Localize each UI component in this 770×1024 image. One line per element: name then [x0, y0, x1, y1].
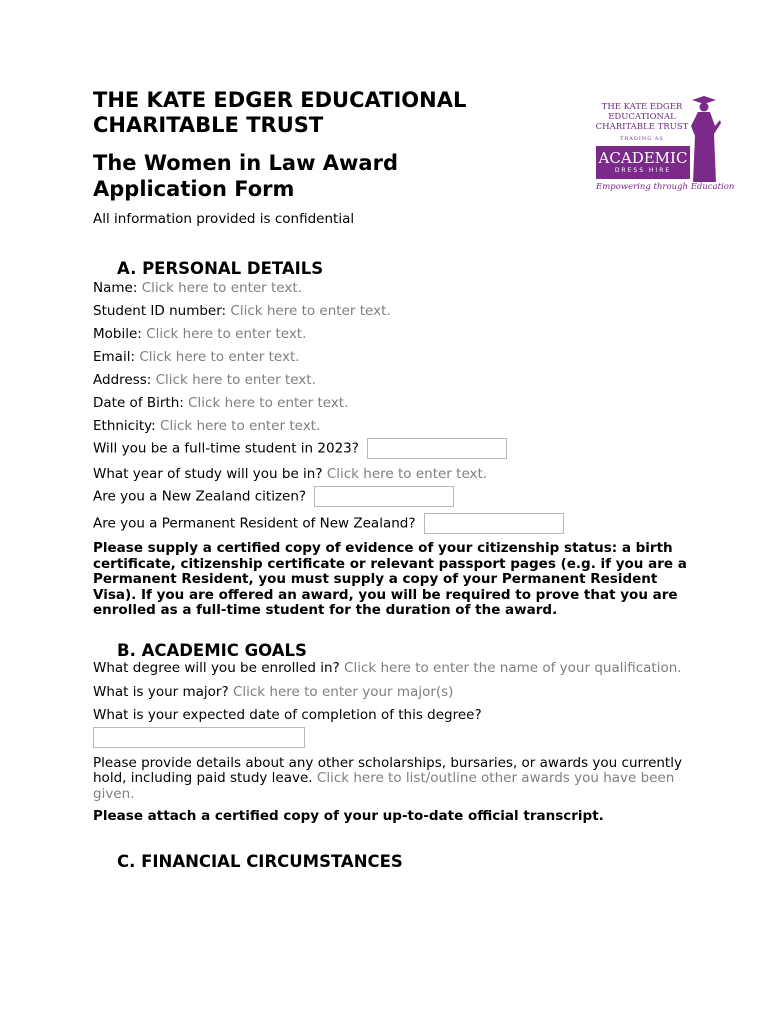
year-label: What year of study will you be in? — [93, 466, 323, 482]
year-input[interactable]: Click here to enter text. — [326, 466, 488, 482]
student-id-input[interactable]: Click here to enter text. — [230, 303, 391, 319]
email-label: Email: — [93, 349, 136, 365]
degree-label: What degree will you be enrolled in? — [93, 659, 340, 676]
transcript-note: Please attach a certified copy of your up-to-date official transcript. — [93, 808, 604, 825]
logo-trading-as: TRADING AS — [620, 136, 664, 142]
confidential-notice: All information provided is confidential — [93, 211, 355, 227]
major-field — [93, 683, 693, 701]
year-field — [93, 465, 693, 483]
logo-tagline: Empowering through Education — [596, 182, 735, 192]
logo-academic: ACADEMIC — [598, 149, 688, 167]
scholarships-field — [93, 756, 693, 803]
dob-field — [93, 394, 693, 412]
scholarships-input[interactable]: Click here to list/outline other awards you have been given. — [93, 770, 675, 802]
mobile-input[interactable]: Click here to enter text. — [146, 326, 307, 342]
student-id-field — [93, 302, 693, 320]
form-page — [93, 88, 693, 872]
org-title: THE KATE EDGER EDUCATIONAL CHARITABLE TRUST — [93, 88, 467, 137]
pr-field — [93, 513, 693, 534]
logo-trust-name: THE KATE EDGER EDUCATIONAL CHARITABLE TRUST — [595, 102, 689, 132]
section-b-heading: B. ACADEMIC GOALS — [117, 640, 307, 660]
degree-input[interactable]: Click here to enter the name of your qualification. — [344, 659, 682, 676]
completion-input[interactable] — [93, 727, 305, 748]
section-a-heading: A. PERSONAL DETAILS — [117, 259, 324, 278]
nz-citizen-label: Are you a New Zealand citizen? — [93, 488, 307, 505]
major-input[interactable]: Click here to enter your major(s) — [232, 683, 454, 700]
fulltime-field — [93, 438, 693, 459]
section-c-heading: C. FINANCIAL CIRCUMSTANCES — [117, 851, 403, 871]
degree-field — [93, 661, 693, 677]
address-label: Address: — [93, 372, 152, 388]
graduate-figure-icon — [690, 96, 722, 184]
form-title: Application Form — [93, 177, 295, 201]
ethnicity-label: Ethnicity: — [93, 418, 156, 434]
scholarships-label: Please provide details about any other scholarships, bursaries, or awards you currently hold, including paid study leave. — [93, 754, 682, 787]
dob-label: Date of Birth: — [93, 395, 184, 411]
nz-citizen-input[interactable] — [314, 486, 454, 507]
pr-label: Are you a Permanent Resident of New Zealand? — [93, 515, 416, 532]
logo-dress-hire: DRESS HIRE — [614, 167, 672, 174]
fulltime-label: Will you be a full-time student in 2023? — [93, 440, 359, 457]
mobile-field — [93, 325, 693, 343]
address-field — [93, 371, 693, 389]
completion-field — [93, 706, 693, 748]
fulltime-input[interactable] — [367, 438, 507, 459]
ethnicity-input[interactable]: Click here to enter text. — [160, 418, 321, 434]
address-input[interactable]: Click here to enter text. — [155, 372, 316, 388]
email-input[interactable]: Click here to enter text. — [139, 349, 300, 365]
mobile-label: Mobile: — [93, 326, 142, 342]
citizenship-note: Please supply a certified copy of evidence of your citizenship status: a birth certificate, citizenship certificate or relevant passport pages (e.g. if you are a Permanent Resident, you must supply a copy of your Permanent Resident Visa). If you are offered an award, you will be required to prove that you are enrolled as a full-time student for the duration of the award. — [93, 540, 687, 619]
ethnicity-field — [93, 417, 693, 435]
award-title: The Women in Law Award — [93, 151, 398, 175]
completion-label: What is your expected date of completion of this degree? — [93, 706, 482, 723]
major-label: What is your major? — [93, 683, 229, 700]
dob-input[interactable]: Click here to enter text. — [188, 395, 349, 411]
student-id-label: Student ID number: — [93, 303, 227, 319]
nz-citizen-field — [93, 486, 693, 507]
pr-input[interactable] — [424, 513, 564, 534]
name-field — [93, 279, 693, 297]
name-input[interactable]: Click here to enter text. — [141, 280, 302, 296]
email-field — [93, 348, 693, 366]
name-label: Name: — [93, 280, 138, 296]
